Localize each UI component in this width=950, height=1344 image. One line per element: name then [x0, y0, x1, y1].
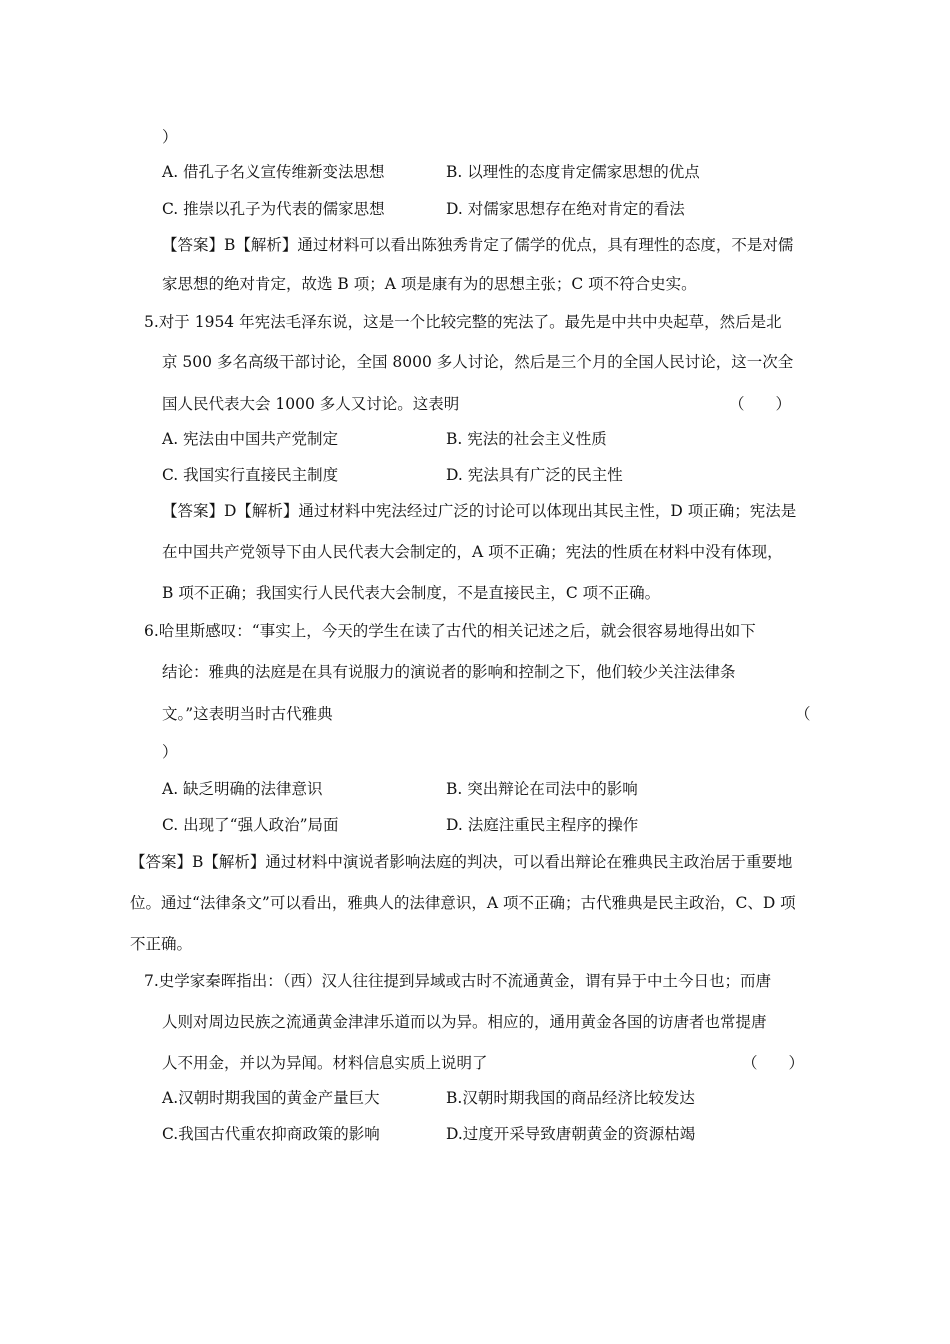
q6-stem-line-3: 文。”这表明当时古代雅典 [162, 705, 333, 723]
q6-answer-line-2: 位。通过“法律条文”可以看出，雅典人的法律意识，A 项不正确；古代雅典是民主政治，C、D 项 [130, 894, 796, 912]
q7-answer-paren: （ ） [742, 1054, 805, 1072]
q4-option-b: B. 以理性的态度肯定儒家思想的优点 [446, 163, 700, 181]
q5-option-c: C. 我国实行直接民主制度 [162, 466, 339, 484]
q5-answer-line-3: B 项不正确；我国实行人民代表大会制度，不是直接民主，C 项不正确。 [162, 584, 661, 602]
q6-option-c: C. 出现了“强人政治”局面 [162, 816, 339, 834]
q6-answer-line-3: 不正确。 [130, 935, 193, 953]
q6-answer-line-1: 【答案】B【解析】通过材料中演说者影响法庭的判决，可以看出辩论在雅典民主政治居于重要地 [130, 853, 793, 871]
q5-stem-line-2: 京 500 多名高级干部讨论，全国 8000 多人讨论，然后是三个月的全国人民讨论，这一次全 [162, 353, 794, 371]
q4-answer-line-2: 家思想的绝对肯定，故选 B 项；A 项是康有为的思想主张；C 项不符合史实。 [162, 275, 697, 293]
q4-option-d: D. 对儒家思想存在绝对肯定的看法 [446, 200, 685, 218]
q4-answer-line-1: 【答案】B【解析】通过材料可以看出陈独秀肯定了儒学的优点，具有理性的态度，不是对儒 [162, 236, 794, 254]
q4-paren-close: ） [162, 128, 178, 146]
q5-option-b: B. 宪法的社会主义性质 [446, 430, 607, 448]
q7-option-d: D.过度开采导致唐朝黄金的资源枯竭 [446, 1125, 696, 1143]
q5-option-d: D. 宪法具有广泛的民主性 [446, 466, 623, 484]
q5-option-a: A. 宪法由中国共产党制定 [162, 430, 339, 448]
q7-stem-line-3: 人不用金，并以为异闻。材料信息实质上说明了 [162, 1054, 488, 1072]
q5-answer-line-1: 【答案】D【解析】通过材料中宪法经过广泛的讨论可以体现出其民主性，D 项正确；宪法是 [162, 502, 797, 520]
q6-paren-open: （ [795, 705, 811, 723]
q4-option-c: C. 推崇以孔子为代表的儒家思想 [162, 200, 385, 218]
q7-stem-line-2: 人则对周边民族之流通黄金津津乐道而以为异。相应的，通用黄金各国的访唐者也常提唐 [162, 1013, 767, 1031]
q7-option-c: C.我国古代重农抑商政策的影响 [162, 1125, 380, 1143]
q7-option-b: B.汉朝时期我国的商品经济比较发达 [446, 1089, 695, 1107]
q6-stem-line-1: 6.哈里斯感叹：“事实上，今天的学生在读了古代的相关记述之后，就会很容易地得出如下 [144, 622, 756, 640]
q5-stem-line-1: 5.对于 1954 年宪法毛泽东说，这是一个比较完整的宪法了。最先是中共中央起草，然后是北 [144, 313, 782, 331]
q7-option-a: A.汉朝时期我国的黄金产量巨大 [162, 1089, 380, 1107]
q6-option-d: D. 法庭注重民主程序的操作 [446, 816, 639, 834]
q6-paren-close: ） [162, 743, 178, 761]
q6-option-a: A. 缺乏明确的法律意识 [162, 780, 323, 798]
q7-stem-line-1: 7.史学家秦晖指出：（西）汉人往往提到异域或古时不流通黄金，谓有异于中土今日也；而唐 [144, 972, 772, 990]
q6-stem-line-2: 结论：雅典的法庭是在具有说服力的演说者的影响和控制之下，他们较少关注法律条 [162, 663, 736, 681]
q4-option-a: A. 借孔子名义宣传维新变法思想 [162, 163, 385, 181]
q5-stem-line-3: 国人民代表大会 1000 多人又讨论。这表明 [162, 395, 460, 413]
q6-option-b: B. 突出辩论在司法中的影响 [446, 780, 638, 798]
q5-answer-paren: （ ） [729, 395, 792, 413]
q5-answer-line-2: 在中国共产党领导下由人民代表大会制定的，A 项不正确；宪法的性质在材料中没有体现， [162, 543, 783, 561]
